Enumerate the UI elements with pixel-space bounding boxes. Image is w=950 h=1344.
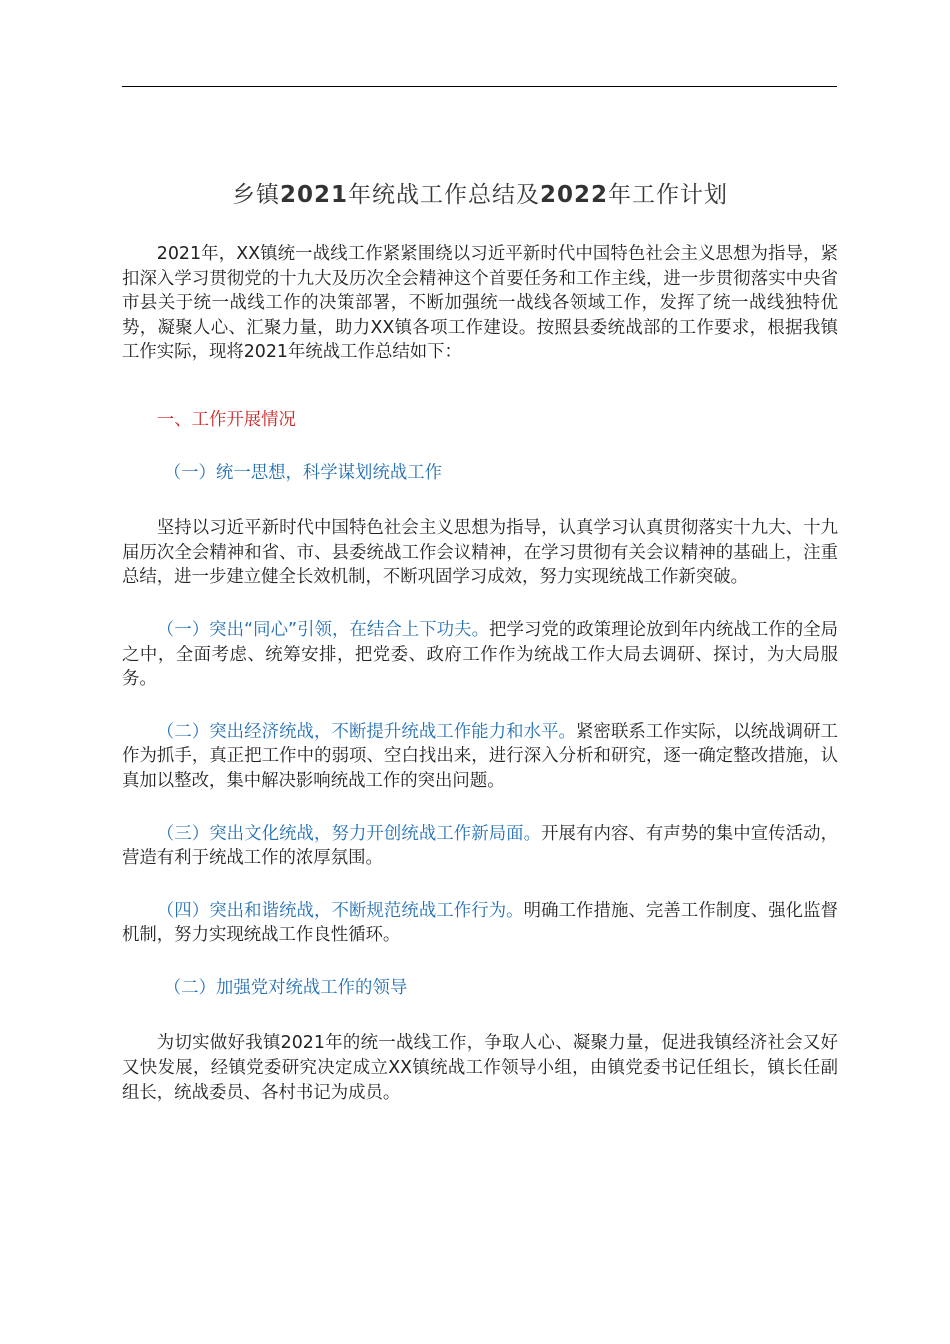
sub1-heading: （一）统一思想，科学谋划统战工作	[163, 462, 443, 483]
sub2-paragraph: 为切实做好我镇2021年的统一战线工作，争取人心、凝聚力量，促进我镇经济社会又好又快发展，经镇党委研究决定成立XX镇统战工作领导小组，由镇党委书记任组长，镇长任副组长，统战委员、各村书记为成员。	[122, 1033, 838, 1103]
item-lead-4: （四）突出和谐统战，不断规范统战工作行为。	[156, 900, 524, 921]
title-part-2: 年统战工作总结及	[348, 182, 540, 208]
item-paragraph-1	[122, 618, 838, 692]
item-lead-3: （三）突出文化统战，努力开创统战工作新局面。	[156, 823, 542, 844]
item-paragraph-4	[122, 899, 838, 948]
intro-paragraph: 2021年，XX镇统一战线工作紧紧围绕以习近平新时代中国特色社会主义思想为指导，紧扣深入学习贯彻党的十九大及历次全会精神这个首要任务和工作主线，进一步贯彻落实中央省市县关于统一战线工作的决策部署，不断加强统一战线各领域工作，发挥了统一战线独特优势，凝聚人心、汇聚力量，助力XX镇各项工作建设。按照县委统战部的工作要求，根据我镇工作实际，现将2021年统战工作总结如下：	[122, 244, 838, 363]
sub1-paragraph: 坚持以习近平新时代中国特色社会主义思想为指导，认真学习认真贯彻落实十九大、十九届历次全会精神和省、市、县委统战工作会议精神，在学习贯彻有关会议精神的基础上，注重总结，进一步建立健全长效机制，不断巩固学习成效，努力实现统战工作新突破。	[122, 518, 838, 588]
item-lead-2: （二）突出经济统战，不断提升统战工作能力和水平。	[156, 721, 577, 742]
title-year-2021: 2021	[279, 182, 348, 208]
section1-heading: 一、工作开展情况	[156, 409, 296, 430]
item-text-1: 把学习党的政策理论放到年内统战工作的全局之中，全面考虑、统筹安排，把党委、政府工作作为统战工作大局去调研、探讨，为大局服务。	[122, 619, 838, 690]
title-part-1: 乡镇	[231, 182, 280, 208]
document-body	[122, 160, 838, 1105]
item-lead-1: （一）突出“同心”引领，在结合上下功夫。	[156, 619, 490, 640]
item-paragraph-2	[122, 720, 838, 794]
item-text-3: 开展有内容、有声势的集中宣传活动，营造有利于统战工作的浓厚氛围。	[122, 823, 838, 869]
item-text-4: 明确工作措施、完善工作制度、强化监督机制，努力实现统战工作良性循环。	[122, 900, 838, 946]
document-title	[122, 180, 838, 210]
title-part-3: 年工作计划	[608, 182, 729, 208]
item-paragraph-3	[122, 822, 838, 871]
item-text-2: 紧密联系工作实际，以统战调研工作为抓手，真正把工作中的弱项、空白找出来，进行深入分析和研究，逐一确定整改措施，认真加以整改，集中解决影响统战工作的突出问题。	[122, 721, 838, 791]
sub2-heading: （二）加强党对统战工作的领导	[163, 977, 408, 998]
header-rule	[122, 86, 837, 87]
title-year-2022: 2022	[540, 182, 609, 208]
